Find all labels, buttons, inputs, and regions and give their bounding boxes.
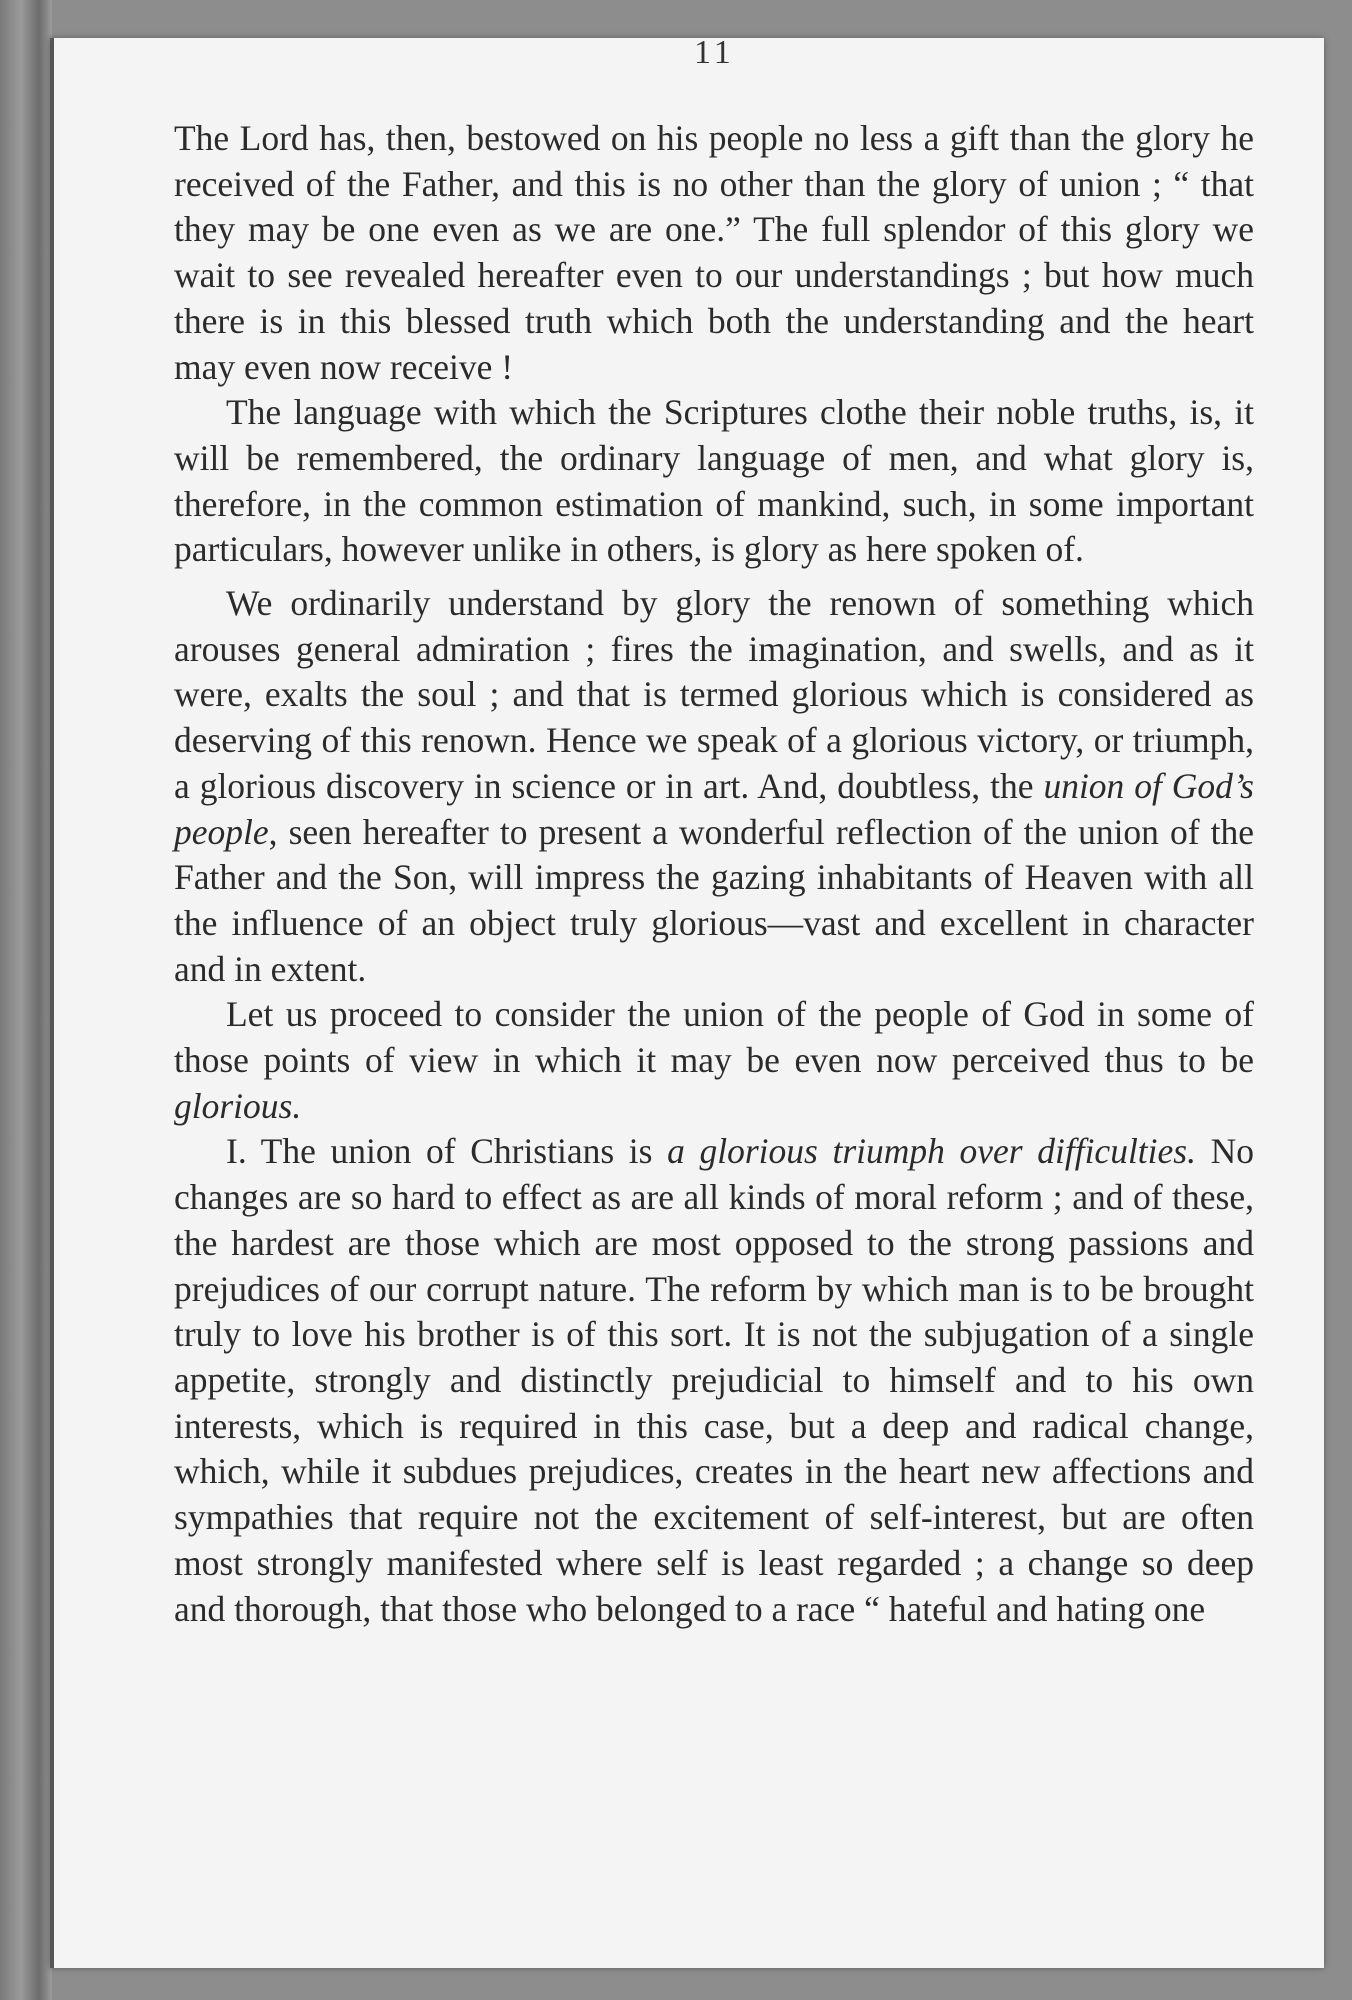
paragraph-2 [174,390,1254,573]
paragraph-5-text-a: I. The union of Christians is [226,1131,668,1172]
paragraph-3-text-a: We ordinarily understand by glory the renown of something which arouses general admiration ; fires the imagination, and swells, and as it were, exalts the soul ; and that is termed glorious which is considered as deserving of this renown. Hence we speak of a glorious victory, or triumph, a glorious discovery in science or in art. And, doubtless, the [174,583,1254,806]
paragraph-5 [174,1129,1254,1632]
book-page [50,34,1324,1968]
paragraph-1-text: The Lord has, then, bestowed on his people no less a gift than the glory he received of the Father, and this is no other than the glory of union ; “ that they may be one even as we are one.” The full splendor of this glory we wait to see revealed hereafter even to our understandings ; but how much there is in this blessed truth which both the understanding and the heart may even now receive ! [174,118,1254,387]
paragraph-3-italic: union of God’s people [174,765,1254,852]
paragraph-3 [174,581,1254,992]
paragraph-3-text-b: , seen hereafter to present a wonderful reflection of the union of the Father and the Son, will impress the gazing inhabitants of Heaven with all the influence of an object truly glorious—vast and excellent in character and in extent. [174,811,1254,989]
paragraph-4-italic: glorious. [174,1085,302,1126]
paragraph-5-italic: a glorious triumph over difficulties. [667,1131,1196,1172]
paragraph-5-text-b: No changes are so hard to effect as are all kinds of moral reform ; and of these, the hardest are those which are most opposed to the strong passions and prejudices of our corrupt nature. The reform by which man is to be brought truly to love his brother is of this sort. It is not the subjugation of a single appetite, strongly and distinctly prejudicial to himself and to his own interests, which is required in this case, but a deep and radical change, which, while it subdues prejudices, creates in the heart new affections and sympathies that require not the excitement of self-interest, but are often most strongly manifested where self is least regarded ; a change so deep and thorough, that those who belonged to a race “ hateful and hating one [174,1131,1254,1629]
paragraph-1 [174,116,1254,390]
page-text [174,116,1254,1632]
paragraph-4-text: Let us proceed to consider the union of the people of God in some of those points of view in which it may be even now perceived thus to be [174,994,1254,1081]
paragraph-2-text: The language with which the Scriptures clothe their noble truths, is, it will be remembered, the ordinary language of men, and what glory is, therefore, in the common estimation of mankind, such, in some important particulars, however unlike in others, is glory as here spoken of. [174,392,1254,570]
page-number: 11 [694,34,735,71]
book-gutter [0,0,52,2000]
paragraph-4 [174,992,1254,1129]
